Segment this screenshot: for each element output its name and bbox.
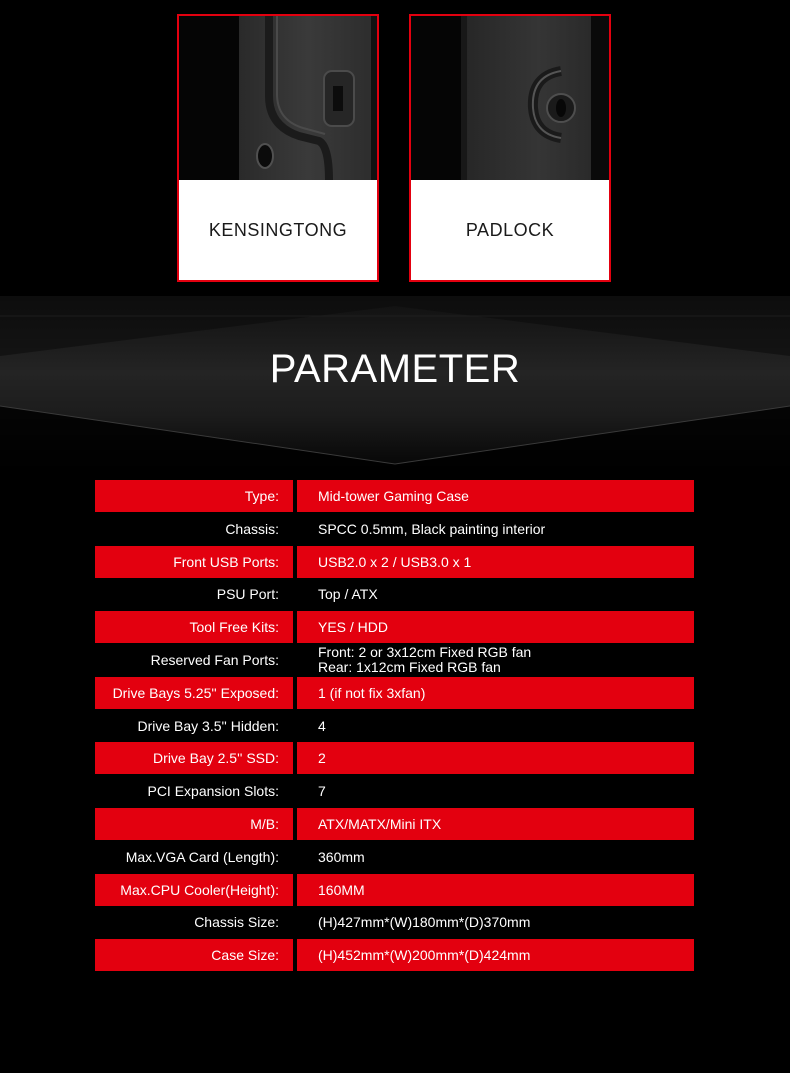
spec-label: Drive Bays 5.25'' Exposed:: [112, 684, 279, 701]
spec-label: Tool Free Kits:: [189, 619, 279, 636]
spec-label: Case Size:: [211, 947, 279, 964]
padlock-caption: PADLOCK: [411, 180, 609, 280]
spec-row: [95, 808, 695, 841]
spec-label: Drive Bay 2.5'' SSD:: [153, 750, 279, 767]
kensington-lock-card: [177, 14, 379, 282]
spec-label: Chassis Size:: [194, 914, 279, 931]
spec-row: [95, 742, 695, 775]
spec-label: Max.CPU Cooler(Height):: [120, 881, 279, 898]
spec-value: 4: [318, 717, 326, 734]
spec-label: Front USB Ports:: [173, 553, 279, 570]
spec-row: [95, 775, 695, 808]
spec-value-line: Front: 2 or 3x12cm Fixed RGB fan: [318, 643, 532, 660]
spec-row: [95, 874, 695, 907]
kensington-lock-caption: KENSINGTONG: [179, 180, 377, 280]
padlock-photo: [411, 16, 609, 180]
spec-value-line: Rear: 1x12cm Fixed RGB fan: [318, 658, 501, 675]
spec-value: (H)452mm*(W)200mm*(D)424mm: [318, 947, 531, 964]
section-title: PARAMETER: [269, 347, 521, 391]
spec-row: [95, 677, 695, 710]
spec-value: USB2.0 x 2 / USB3.0 x 1: [318, 553, 472, 570]
spec-value: YES / HDD: [318, 619, 389, 636]
spec-value: 7: [318, 783, 326, 800]
spec-value: 360mm: [318, 848, 365, 865]
spec-row: [95, 644, 695, 677]
spec-row: [95, 841, 695, 874]
spec-table: [95, 480, 695, 972]
spec-row: [95, 480, 695, 513]
spec-row: [95, 513, 695, 546]
spec-value: SPCC 0.5mm, Black painting interior: [318, 520, 546, 537]
spec-label: Chassis:: [225, 520, 279, 537]
spec-row: [95, 939, 695, 972]
spec-value: Top / ATX: [318, 586, 378, 603]
spec-label: Drive Bay 3.5'' Hidden:: [137, 717, 279, 734]
spec-value: Mid-tower Gaming Case: [318, 488, 469, 504]
spec-label: Max.VGA Card (Length):: [125, 848, 279, 865]
spec-label: PSU Port:: [216, 586, 279, 603]
spec-value: 160MM: [318, 881, 365, 898]
spec-value: (H)427mm*(W)180mm*(D)370mm: [318, 914, 531, 931]
spec-value: [318, 645, 688, 677]
spec-value: 1 (if not fix 3xfan): [318, 684, 426, 701]
spec-row: [95, 578, 695, 611]
spec-value: ATX/MATX/Mini ITX: [318, 815, 442, 832]
spec-row: [95, 906, 695, 939]
spec-row: [95, 710, 695, 743]
spec-label: PCI Expansion Slots:: [147, 783, 279, 800]
spec-row: [95, 611, 695, 644]
spec-row: [95, 546, 695, 579]
spec-label: Type:: [244, 488, 279, 504]
kensington-lock-photo: [179, 16, 377, 180]
padlock-card: [409, 14, 611, 282]
spec-label: M/B:: [250, 815, 279, 832]
spec-value: 2: [318, 750, 326, 767]
spec-label: Reserved Fan Ports:: [150, 651, 279, 668]
